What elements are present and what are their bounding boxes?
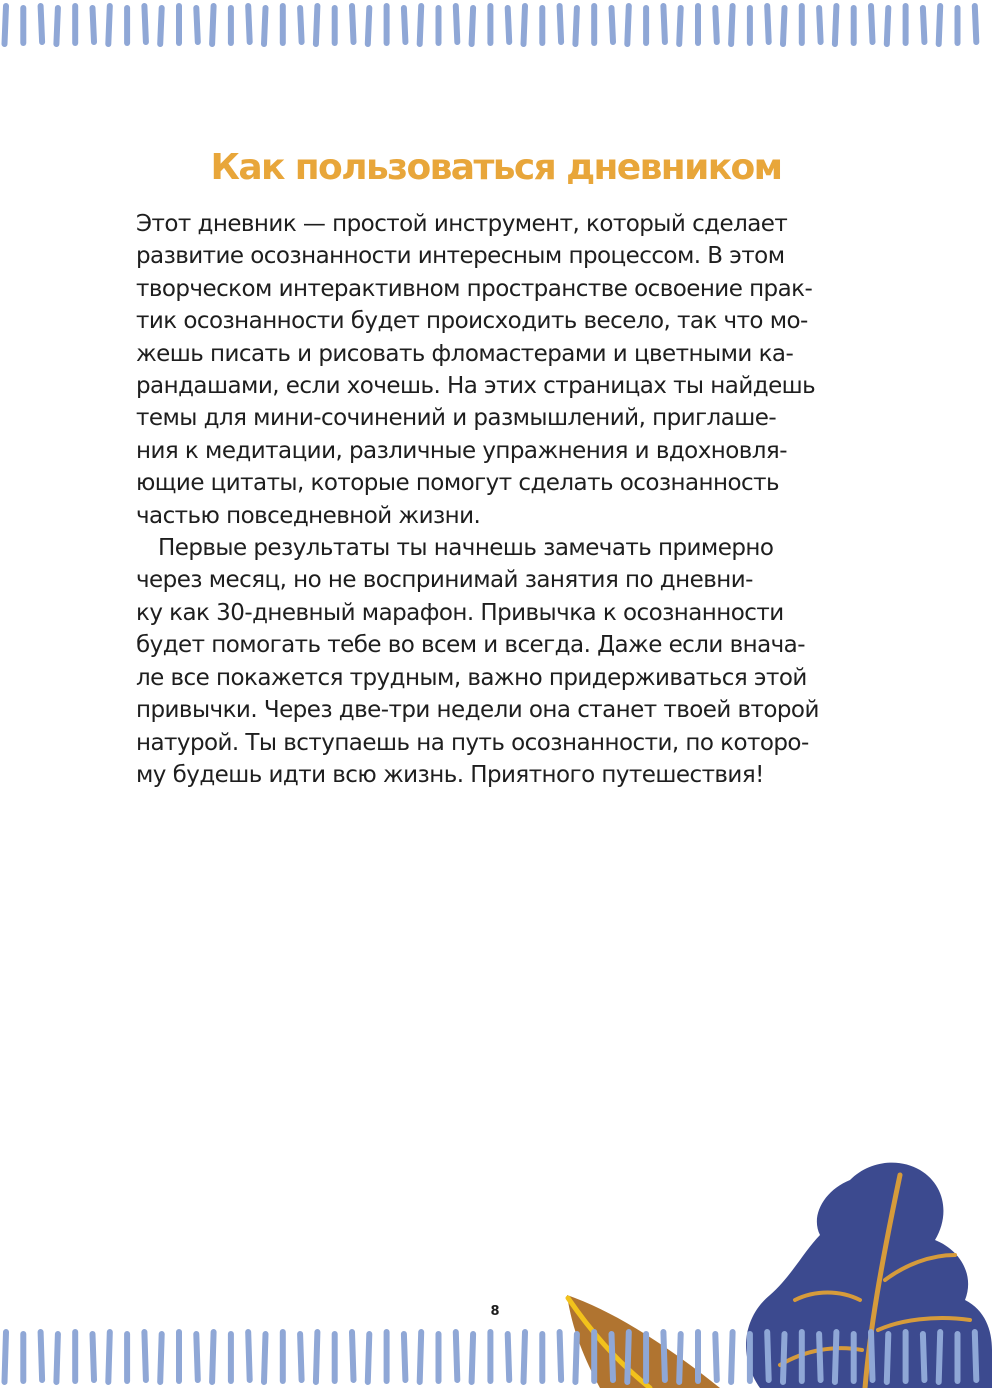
stripe-mark bbox=[248, 6, 250, 42]
stripe-mark bbox=[420, 1332, 422, 1382]
paragraph-2-line: му будешь идти всю жизнь. Приятного путешествия! bbox=[136, 761, 764, 788]
stripe-mark bbox=[5, 1332, 7, 1382]
stripe-mark bbox=[715, 8, 717, 42]
stripe-mark bbox=[871, 1332, 873, 1380]
stripe-mark bbox=[627, 6, 629, 44]
stripe-mark bbox=[352, 1332, 354, 1380]
top-stripes-border-icon bbox=[0, 0, 992, 50]
stripe-mark bbox=[939, 6, 941, 44]
paragraph-1-line: частью повседневной жизни. bbox=[136, 502, 481, 529]
stripe-mark bbox=[835, 6, 837, 44]
paragraph-1-line: жешь писать и рисовать фломастерами и цветными ка- bbox=[136, 340, 794, 367]
stripe-mark bbox=[783, 1334, 785, 1382]
stripe-mark bbox=[212, 6, 214, 44]
stripe-mark bbox=[923, 1334, 925, 1380]
stripe-mark bbox=[508, 8, 510, 42]
stripe-mark bbox=[248, 1332, 250, 1380]
paragraph-2-line: привычки. Через две-три недели она станет твоей второй bbox=[136, 697, 819, 724]
stripe-mark bbox=[731, 1332, 733, 1382]
page-number: 8 bbox=[490, 1304, 500, 1319]
stripe-mark bbox=[612, 8, 614, 42]
stripe-mark bbox=[144, 1332, 146, 1380]
stripe-mark bbox=[663, 1332, 665, 1380]
stripe-mark bbox=[663, 6, 665, 42]
stripe-mark bbox=[560, 1332, 562, 1380]
stripe-mark bbox=[508, 1334, 510, 1380]
paragraph-1-line: творческом интерактивном пространстве освоение прак- bbox=[136, 275, 813, 302]
stripe-mark bbox=[93, 8, 95, 42]
stripe-mark bbox=[975, 6, 977, 42]
body-text bbox=[136, 208, 856, 791]
stripe-mark bbox=[715, 1334, 717, 1380]
stripe-mark bbox=[575, 8, 577, 44]
paragraph-2-line: Первые результаты ты начнешь замечать примерно bbox=[158, 535, 774, 562]
stripe-mark bbox=[456, 1332, 458, 1380]
stripe-mark bbox=[316, 1332, 318, 1382]
stripe-mark bbox=[975, 1332, 977, 1380]
stripe-mark bbox=[56, 1334, 58, 1382]
page-title: Как пользоваться дневником bbox=[210, 147, 782, 188]
stripe-mark bbox=[679, 8, 681, 44]
stripe-mark bbox=[404, 8, 406, 42]
stripe-mark bbox=[456, 6, 458, 42]
paragraph-2-line: ку как 30-дневный марафон. Привычка к осознанности bbox=[136, 599, 784, 626]
stripe-mark bbox=[524, 1332, 526, 1382]
stripe-mark bbox=[612, 1334, 614, 1380]
paragraph-1-line: Этот дневник — простой инструмент, который сделает bbox=[136, 211, 788, 237]
stripe-mark bbox=[264, 1334, 266, 1382]
stripe-mark bbox=[835, 1332, 837, 1382]
stripe-mark bbox=[264, 8, 266, 44]
stripe-mark bbox=[56, 8, 58, 44]
bottom-stripes-border-icon bbox=[0, 1326, 992, 1388]
stripe-mark bbox=[316, 6, 318, 44]
stripe-mark bbox=[472, 8, 474, 44]
stripe-mark bbox=[627, 1332, 629, 1382]
paragraph-2-line: через месяц, но не воспринимай занятия по дневни- bbox=[136, 567, 753, 594]
stripe-mark bbox=[767, 6, 769, 42]
stripe-mark bbox=[41, 1332, 43, 1380]
stripe-mark bbox=[819, 8, 821, 42]
stripe-mark bbox=[887, 8, 889, 44]
stripe-mark bbox=[560, 6, 562, 42]
stripe-mark bbox=[108, 6, 110, 44]
stripe-mark bbox=[196, 1334, 198, 1380]
stripe-mark bbox=[767, 1332, 769, 1380]
stripe-mark bbox=[300, 8, 302, 42]
stripe-mark bbox=[923, 8, 925, 42]
stripe-mark bbox=[731, 6, 733, 44]
paragraph-1-line: ния к медитации, различные упражнения и вдохновля- bbox=[136, 437, 787, 464]
stripe-mark bbox=[41, 6, 43, 42]
stripe-mark bbox=[352, 6, 354, 42]
stripe-mark bbox=[819, 1334, 821, 1380]
stripe-mark bbox=[679, 1334, 681, 1382]
stripe-mark bbox=[575, 1334, 577, 1382]
stripe-mark bbox=[300, 1334, 302, 1380]
stripe-mark bbox=[524, 6, 526, 44]
stripe-mark bbox=[160, 8, 162, 44]
stripe-mark bbox=[368, 8, 370, 44]
stripe-mark bbox=[783, 8, 785, 44]
stripe-mark bbox=[93, 1334, 95, 1380]
stripe-mark bbox=[160, 1334, 162, 1382]
stripe-mark bbox=[144, 6, 146, 42]
stripe-mark bbox=[939, 1332, 941, 1382]
stripe-mark bbox=[5, 6, 7, 44]
paragraph-1-line: развитие осознанности интересным процессом. В этом bbox=[136, 243, 785, 270]
stripe-mark bbox=[472, 1334, 474, 1382]
stripe-mark bbox=[420, 6, 422, 44]
stripe-mark bbox=[887, 1334, 889, 1382]
paragraph-2-line: натурой. Ты вступаешь на путь осознанности, по которо- bbox=[136, 729, 809, 756]
paragraph-1-line: темы для мини-сочинений и размышлений, приглаше- bbox=[136, 405, 777, 432]
paragraph-2-line: будет помогать тебе во всем и всегда. Даже если внача- bbox=[136, 632, 805, 659]
stripe-mark bbox=[871, 6, 873, 42]
paragraph-1-line: тик осознанности будет происходить весело, так что мо- bbox=[136, 308, 808, 335]
stripe-mark bbox=[404, 1334, 406, 1380]
paragraph-1-line: ющие цитаты, которые помогут сделать осознанность bbox=[136, 470, 780, 497]
stripe-mark bbox=[108, 1332, 110, 1382]
stripe-mark bbox=[196, 8, 198, 42]
stripe-mark bbox=[212, 1332, 214, 1382]
stripe-mark bbox=[368, 1334, 370, 1382]
paragraph-2-line: ле все покажется трудным, важно придерживаться этой bbox=[136, 664, 807, 691]
paragraph-1-line: рандашами, если хочешь. На этих страницах ты найдешь bbox=[136, 373, 816, 400]
